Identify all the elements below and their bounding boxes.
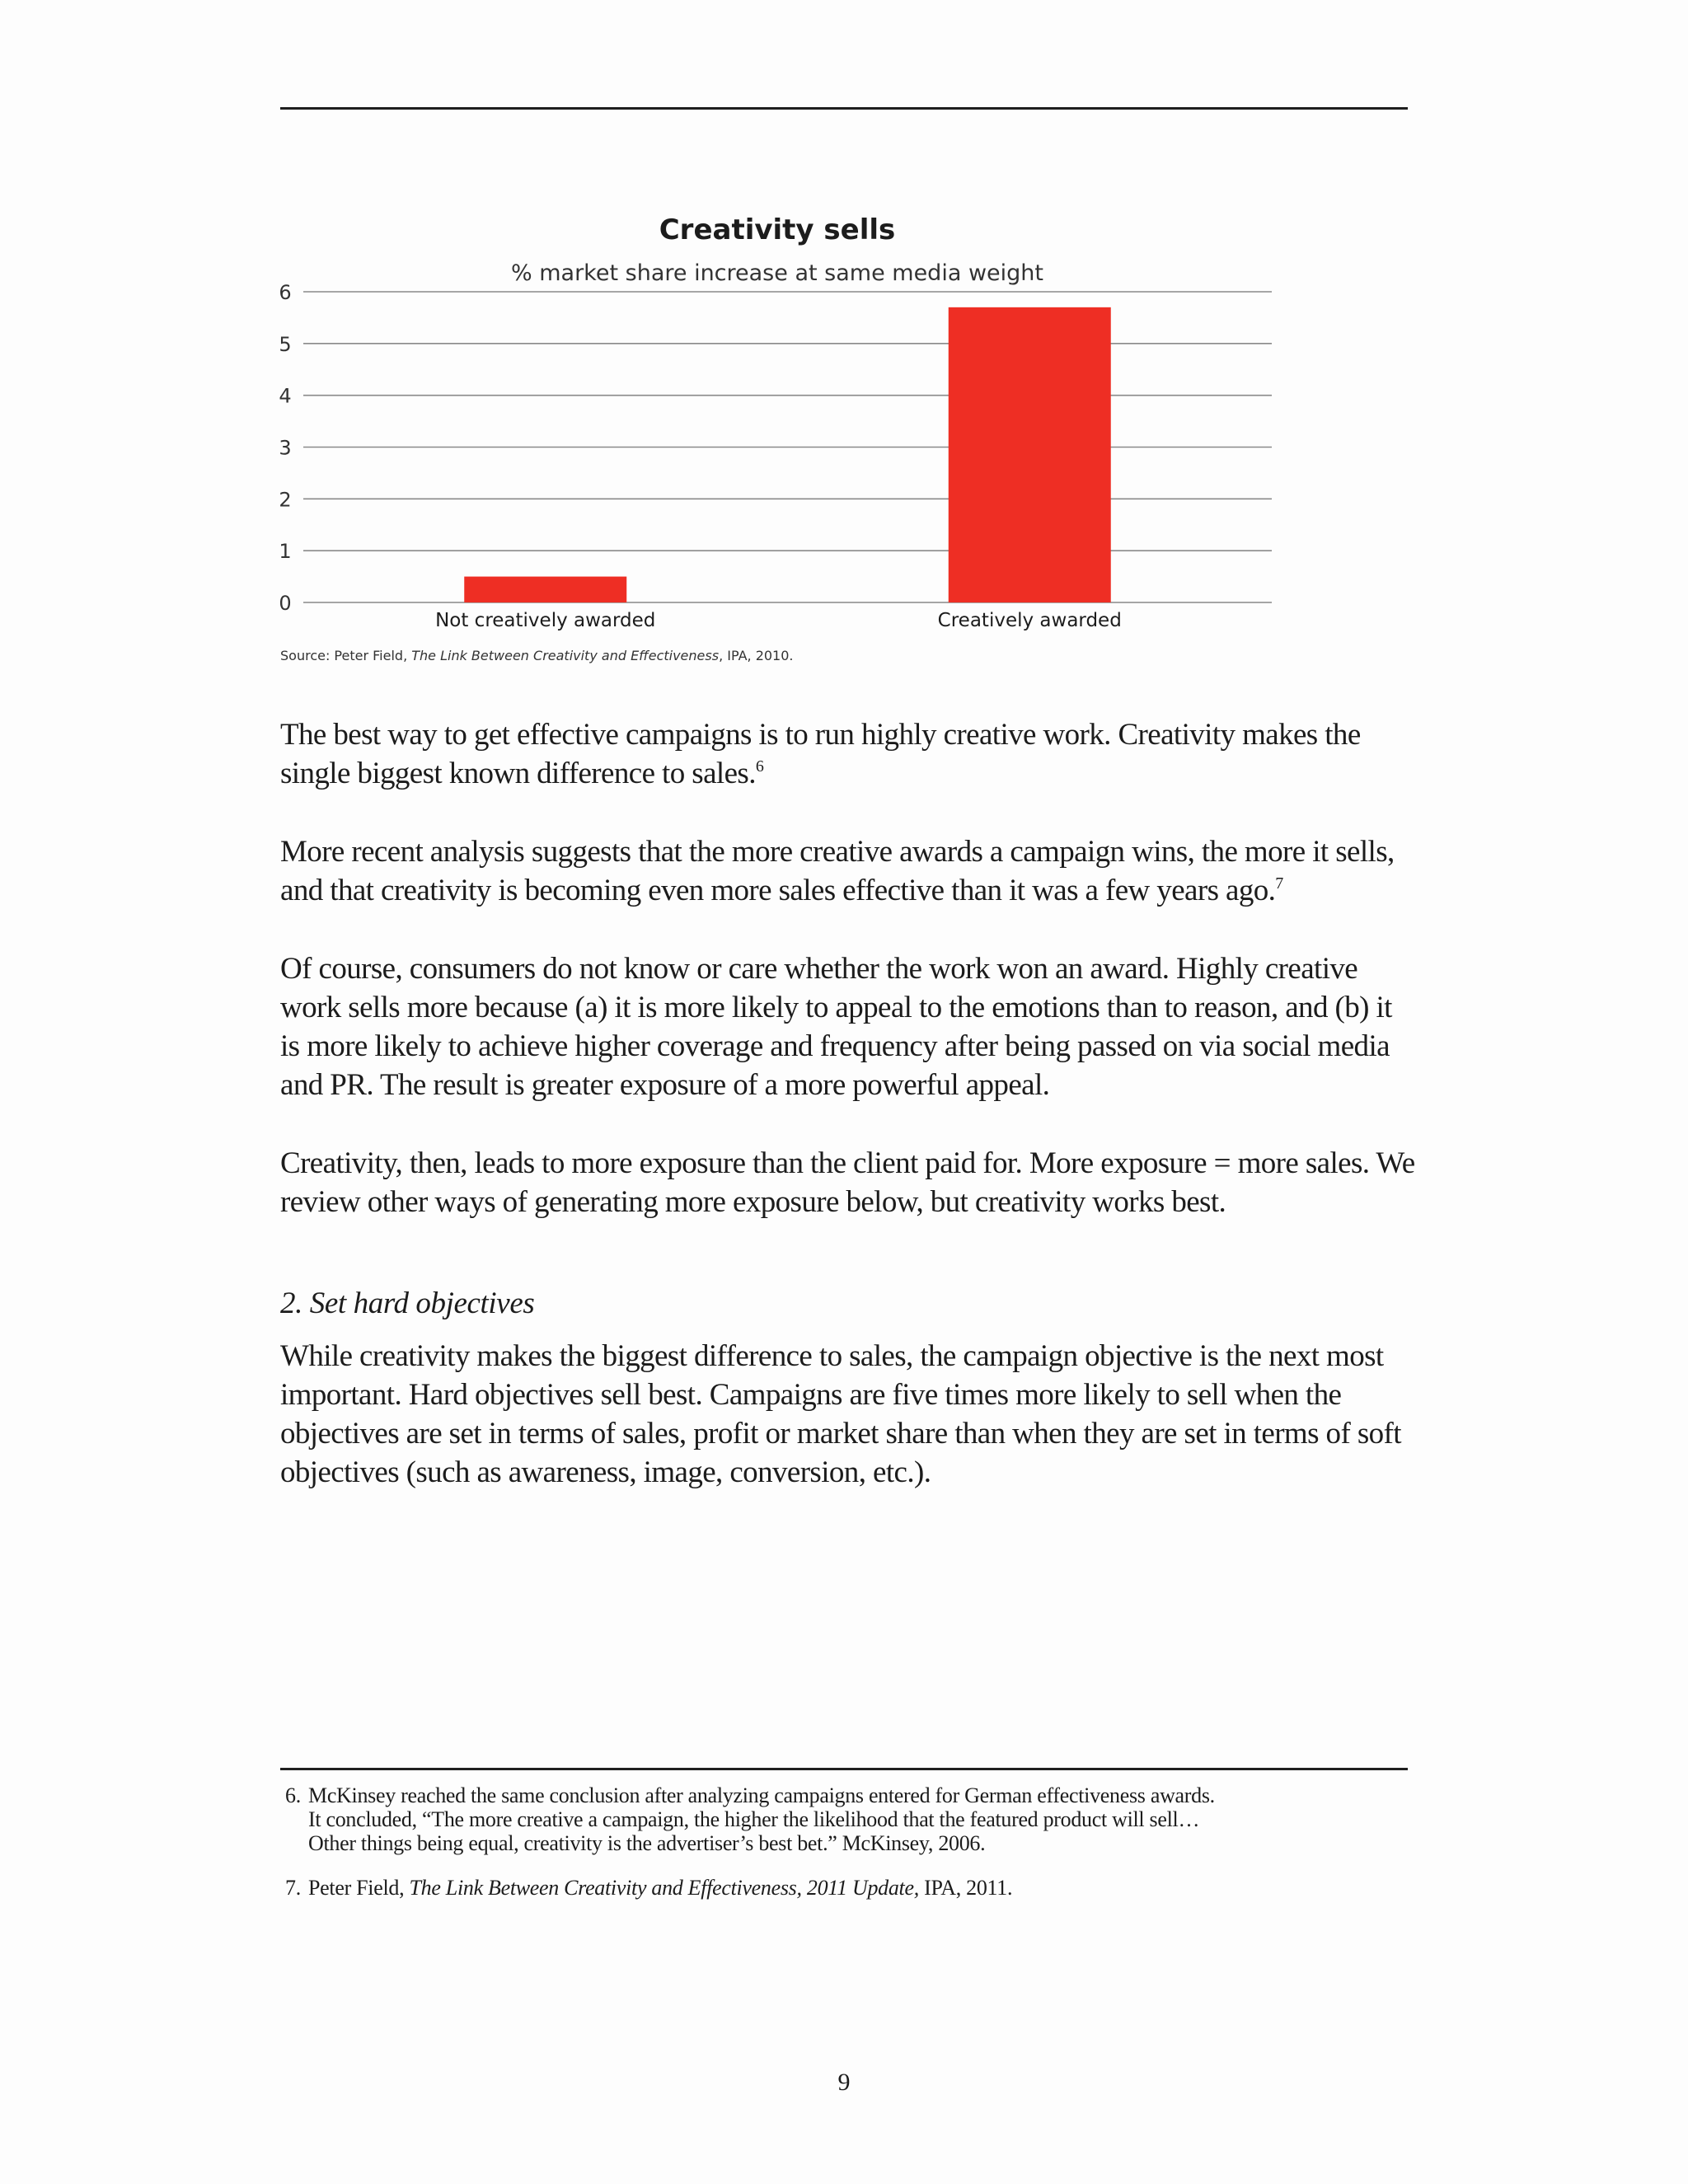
y-tick-label-5: 5: [279, 332, 292, 356]
chart-gridlines: [303, 292, 1272, 602]
bar-1: [949, 307, 1111, 602]
y-tick-label-3: 3: [279, 436, 292, 460]
chart-bars: [464, 307, 1111, 602]
footnote-7-suffix: IPA, 2011.: [918, 1876, 1013, 1900]
bar-0: [464, 577, 626, 602]
chart-subtitle: % market share increase at same media weight: [511, 260, 1043, 286]
x-tick-label-1: Creatively awarded: [937, 610, 1122, 631]
source-prefix: Source: Peter Field,: [280, 648, 412, 663]
y-tick-label-1: 1: [279, 540, 292, 564]
footnote-ref-7: 7: [1275, 874, 1283, 893]
y-tick-label-0: 0: [279, 592, 292, 615]
page-number: 9: [837, 2069, 851, 2096]
y-tick-label-2: 2: [279, 488, 292, 512]
paragraph-2: [280, 832, 1418, 910]
footnote-6-line-1: McKinsey reached the same conclusion after analyzing campaigns entered for German effectiveness awards.: [308, 1783, 1215, 1807]
footnote-6-number: 6.: [285, 1783, 301, 1807]
footnote-6-line-2: It concluded, “The more creative a campaign, the higher the likelihood that the featured product will sell…: [308, 1807, 1200, 1831]
chart-source: [280, 648, 794, 663]
source-title: The Link Between Creativity and Effectiveness: [411, 648, 720, 663]
footnote-7-number: 7.: [285, 1876, 301, 1900]
footnote-ref-6: 6: [755, 757, 764, 776]
bar-chart: [0, 0, 1688, 742]
y-tick-label-4: 4: [279, 384, 292, 408]
footnote-7-prefix: Peter Field,: [308, 1876, 410, 1900]
x-tick-label-0: Not creatively awarded: [435, 610, 656, 631]
paragraph-3: Of course, consumers do not know or care whether the work won an award. Highly creative work sells more because (a) it is more likely to appeal to the emotions than to reason, and (b) it is more likely to achieve higher coverage and frequency after being passed on via social media and PR. The result is greater exposure of a more powerful appeal.: [280, 952, 1392, 1102]
footnote-6-line-3: Other things being equal, creativity is the advertiser’s best bet.” McKinsey, 2006.: [308, 1831, 986, 1855]
y-tick-label-6: 6: [279, 281, 292, 304]
footnote-rule: [280, 1768, 1408, 1770]
paragraph-5: While creativity makes the biggest difference to sales, the campaign objective is the next most important. Hard objectives sell best. Campaigns are five times more likely to sell when the objectives are set in terms of sales, profit or market share than when they are set in terms of soft objectives (such as awareness, image, conversion, etc.).: [280, 1339, 1401, 1489]
source-suffix: , IPA, 2010.: [719, 648, 794, 663]
paragraph-1: [280, 715, 1418, 793]
chart-title: Creativity sells: [659, 213, 896, 246]
section-heading: 2. Set hard objectives: [280, 1286, 535, 1320]
paragraph-2-text: More recent analysis suggests that the more creative awards a campaign wins, the more it sells, and that creativity is becoming even more sales effective than it was a few years ago.: [280, 835, 1395, 907]
paragraph-1-text: The best way to get effective campaigns is to run highly creative work. Creativity makes the single biggest known difference to sales.: [280, 718, 1361, 790]
paragraph-4: Creativity, then, leads to more exposure than the client paid for. More exposure = more sales. We review other ways of generating more exposure below, but creativity works best.: [280, 1146, 1415, 1219]
footnote-7-title: The Link Between Creativity and Effectiveness, 2011 Update,: [409, 1876, 919, 1900]
footnote-6: [285, 1783, 1357, 1855]
footnote-7: [285, 1876, 1357, 1900]
